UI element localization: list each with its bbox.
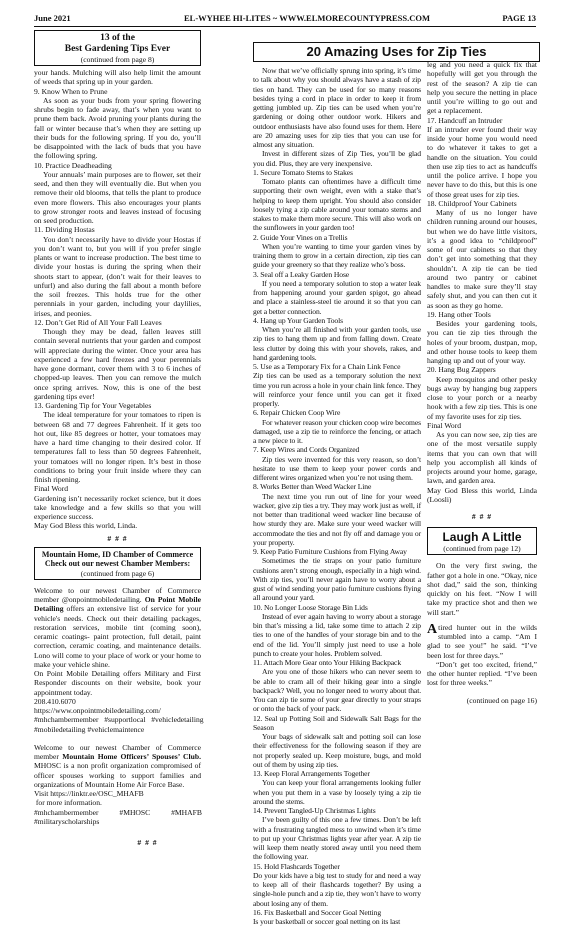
subheading: 3. Seal off a Leaky Garden Hose [253,269,350,279]
laugh-a-little-title: Laugh A Little [442,530,522,545]
banner-spacer [427,30,537,60]
hashtags: #militaryscholarships [34,816,100,826]
header-title: EL-WYHEE HI-LITES ~ WWW.ELMORECOUNTYPRESS.COM [184,13,431,23]
chamber-title-box [34,547,201,580]
paragraph: Zip ties can be used as a temporary solution the next time you run across a hole in your chain link fence. They will reinforce your fence until you can get it fixed properly. [253,371,421,408]
hashtags: #mobiledetailing #vehiclemaintence [34,724,145,734]
paragraph: Your bags of sidewalk salt and potting soil can lose their effectiveness for the following season if they are not properly sealed up. Keep moisture, bugs, and mold out of them by using zip ties. [253,732,421,769]
subheading: 8. Works Better than Weed Wacker Line [253,482,372,492]
laugh-a-little-box [427,527,537,555]
continued-footer: (continued on page 16) [466,695,537,705]
gardening-tips-title-line2: Best Gardening Tips Ever [64,44,171,54]
chamber-member-1-name: On Point Mobile Detailing [34,595,201,614]
subheading: 11. Attach More Gear onto Your Hiking Backpack [253,658,402,667]
subheading: 20. Hang Bug Zappers [427,365,496,375]
paragraph: Many of us no longer have children running around our houses, but when we do have little visitors, it’s a good idea to “childproof” some of our cabinets so that they don’t get into something that they shouldn’t. A zip tie can be tied around two pantry or cabinet handles to make sure they’ll stay safely shut, and you can then cut it as soon as they go home. [427,208,537,310]
subheading: 16. Fix Basketball and Soccer Goal Netting [253,907,382,917]
chamber-continued: (continued from page 6) [80,568,155,578]
paragraph: I’ve been guilty of this one a few times. Don’t be left with a frustrating tangled mess to unwind when it’s time to put up your Christmas lights year after year. A zip tie will keep them neatly stored away until you need them the following year. [253,815,421,862]
subheading: 17. Handcuff an Intruder [427,115,503,125]
gardening-tips-continued: (continued from page 8) [80,55,155,64]
subheading: 5. Use as a Temporary Fix for a Chain Link Fence [253,362,401,371]
subheading: 14. Prevent Tangled-Up Christmas Lights [253,806,376,815]
paragraph: Now that we’ve officially sprung into spring, it’s time to talk about why you should always have a stash of zip ties on hand. They can be used for so many reasons besides tying a cord in place in order to keep it from getting jumbled up. Zip ties can be used when you’re gardening or doing other outdoor work. Hikers and outdoor enthusiasts have also found uses for them. Here are 20 amazing uses for zip ties that you can use for almost any situation. [253,66,421,149]
laugh-a-little-continued: (continued from page 12) [443,544,521,554]
chamber-title-line2: Check out our newest Chamber Members: [44,559,191,569]
paragraph: On Point Mobile Detailing offers Military and First Responder discounts on their website, book your appointment today. [34,669,201,697]
chamber-title-line1: Mountain Home, ID Chamber of Commerce [41,549,194,559]
gardening-tips-title-box [34,30,201,66]
paragraph: The next time you run out of line for your weed wacker, give zip ties a try. They may work just as well, if not better than traditional weed wacker line because of how sturdy they are. Make sure your weed wacker will accommodate the ties and not fly off and damage you or your property. [253,491,421,547]
subheading: 6. Repair Chicken Coop Wire [253,408,341,418]
subheading: 12. Don’t Get Rid of All Your Fall Leaves [34,317,162,327]
paragraph: Besides your gardening tools, you can tie zip ties through the holes of your broom, dustpan, mop, and other house tools to keep them hanging up and out of your way. [427,319,537,365]
end-mark: # # # [471,512,493,521]
column-right [427,30,537,705]
end-mark: # # # [107,533,128,543]
subheading: 7. Keep Wires and Cords Organized [253,445,360,455]
paragraph: If an intruder ever found their way inside your home you would need to do whatever it takes to get a handle on the situation. You could then use zip ties to act as handcuffs until the police arrive. I hope you never have to do this, but this is one of those great uses for zip ties. [427,124,537,199]
gardening-tips-title-line1: 13 of the [100,33,135,43]
joke: A tired hunter out in the wilds stumbled into a camp. “Am I glad to see you!” he said. “I’ve been lost for three days.” [427,621,537,660]
paragraph: Zip ties were invented for this very reason, so don’t hesitate to use them to keep your power cords and different wires organized when you’re not using them. [253,454,421,482]
paragraph: Invest in different sizes of Zip Ties, you’ll be glad you did. Plus, they are very inexpensive. [253,149,421,168]
subheading: 9. Know When to Prune [34,86,108,96]
phone-number: 208.410.6070 [34,696,76,706]
paragraph: As you can now see, zip ties are one of the most versatile supply items that you can own that will help you accomplish all kinds of projects around your home, garage, lawn, and garden area. [427,430,537,486]
header-date: June 2021 [34,13,71,23]
subheading: 15. Hold Flashcards Together [253,861,340,871]
subheading: 10. Practice Deadheading [34,160,112,170]
subheading: 12. Seal up Potting Soil and Sidewalk Salt Bags for the Season [253,713,421,732]
paragraph: The ideal temperature for your tomatoes to ripen is between 68 and 77 degrees Fahrenheit. If it gets too hot out, like 85 degrees or hotter, your tomatoes may have a hard time changing to their desired color. If temperatures fall to less than 50 degrees Fahrenheit, your tomatoes will no longer ripen. It’s best in those conditions to bring your fruit inside where they can finish ripening. [34,410,201,484]
page-header [34,12,536,27]
subheading: 13. Keep Floral Arrangements Together [253,769,370,778]
subheading: 18. Childproof Your Cabinets [427,198,517,208]
paragraph: leg and you need a quick fix that hopefully will get you through the rest of the season? A zip tie can help you secure the netting in place until you’re willing to go out and get a replacement. [427,60,537,116]
paragraph: You don’t necessarily have to divide your Hostas if you don’t want to, but you will if you prefer single plants or want to increase production. The best time to divide your hostas is during the spring when their shoots start to appear, (don’t wait for their leaves to unfurl) and also during the fall about a month before the soil freezes. This holds true for the other perennials in your garden, including your daylilies, irises, and peonies. [34,234,201,318]
subheading: 4. Hang up Your Garden Tools [253,315,343,325]
paragraph: Tomato plants can oftentimes have a difficult time supporting their own weight, even with a stake that’s helping to keep them upright. You should also consider loosely tying a zip cable around your tomato stems and stakes to make them more secure. This will also work on the sunflowers in your garden too! [253,177,421,233]
subheading: 11. Dividing Hostas [34,225,95,235]
paragraph: Do your kids have a big test to study for and need a way to keep all of their flashcards together? By using a single-hole punch and a zip tie, they won’t have to worry about losing any of them. [253,870,421,908]
subheading: 1. Secure Tomato Stems to Stakes [253,167,353,177]
subheading: Final Word [427,420,462,430]
subheading: 9. Keep Patio Furniture Cushions from Flying Away [253,547,407,556]
subheading: 2. Guide Your Vines on a Trellis [253,232,348,242]
paragraph: When you’re wanting to time your garden vines by training them to grow in a certain direction, zip ties can guide your greenery so that they realize who’s boss. [253,241,421,270]
paragraph: Is your basketball or soccer goal netting on its last [253,917,401,926]
paragraph: When you’re all finished with your garden tools, use zip ties to hang them up and from falling down. Create less clutter by doing this with your shovels, rakes, and hand gardening tools. [253,325,421,362]
subheading: 13. Gardening Tip for Your Vegetables [34,401,152,410]
signoff: May God Bless this world, Linda (Loosli) [427,485,537,504]
signoff: May God Bless this world, Linda. [34,521,138,531]
paragraph: your hands. Mulching will also help limit the amount of weeds that spring up in your garden. [34,68,201,87]
paragraph: If you need a temporary solution to stop a water leak from happening around your garden spigot, go ahead and place a stainless-steel tie around it so that you can get a better connection. [253,278,421,316]
hashtags: #mhchambermember #supportlocal #vehicledetailing [34,715,204,725]
paragraph: Are you one of those hikers who can never seem to be able to cram all of their hiking gear into a single backpack? Well, you no longer need to worry about that. You can zip tie some of your gear directly to your straps or onto the back of your pack. [253,667,421,714]
website-link[interactable]: https://www.onpointmobiledetailing.com/ [34,706,161,715]
end-mark: # # # [137,838,158,847]
joke: “Don’t get too excited, friend,” the other hunter replied. “I’ve been lost for three weeks.” [427,659,537,688]
column-middle [253,66,421,926]
paragraph: Your annuals’ main purposes are to flower, set their seed, and then they will eventually die. But when you remove their old blooms, that tells the plant to produce even more flowers. This also encourages your plants to grow stronger roots and leaves instead of focusing on seed production. [34,169,201,225]
header-page-number: PAGE 13 [502,13,536,23]
joke: On the very first swing, the father got a hole in one. “Okay, nice shot dad,” said the son, thinking quickly on his feet. “Now I will take my practice shot and then we will start.” [427,561,537,617]
website-link[interactable]: Visit https://linktr.ee/OSC_MHAFB [34,789,144,798]
subheading: 19. Hang other Tools [427,309,491,319]
zip-ties-title-banner: 20 Amazing Uses for Zip Ties [253,42,540,62]
chamber-member-2-name: Mountain Home Officers’ Spouses’ Club. [62,752,201,761]
paragraph: You can keep your floral arrangements looking fuller when you put them in a vase by loosely tying a zip tie around the stems. [253,778,421,806]
paragraph: For whatever reason your chicken coop wire becomes damaged, use a zip tie to reinforce the fencing, or attach a new piece to it. [253,417,421,445]
drop-cap: A [427,621,438,637]
subheading: Final Word [34,484,69,494]
paragraph: Though they may be dead, fallen leaves still contain several nutrients that your garden and compost will appreciate during the winter. Once your area has experienced a few hard freezes and your perennials have gone dormant, cover them with 3 to 6 inches of chopped-up leaves. Then you can remove the mulch once spring arrives. Now, this is one of the best gardening tips ever! [34,327,201,401]
paragraph: Sometimes the tie straps on your patio furniture cushions aren’t strong enough, especially in a high wind. With zip ties, you’ll never again have to worry about a gust of wind sending your patio furniture cushions flying all around your yard. [253,556,421,603]
hashtags: #mhchambermember #MHOSC #MHAFB [34,807,202,817]
paragraph: Gardening isn’t necessarily rocket science, but it does take knowledge and a few skills so that you will experience success. [34,493,201,521]
paragraph: Instead of ever again having to worry about a storage bin that’s missing a lid, take some time to attach 2 zip ties to one of the handles of your storage bin and to the end of the lid. You’ll simply just need to use a hole punch to create your holes. Problem solved. [253,611,421,658]
chamber-member-1: Welcome to our newest Chamber of Commerce member @onpointmobiledetailing. On Point Mobile Detailing offers an extensive list of service for your vehicle's needs. Check out their detailing packages, restoration services, mobile tint (coming soon), ceramic coatings- paint protection, full detail, paint correction, ceramic coating, and maintenance details. Lono will come to your place of work or your home to make your vehicle shine. [34,585,201,669]
subheading: 10. No Longer Loose Storage Bin Lids [253,602,368,612]
chamber-member-2: Welcome to our newest Chamber of Commerce member Mountain Home Officers’ Spouses’ Club. MHOSC is a non profit organization compromised of officer spouses working to support families and organizations of Mountain Home Air Force Base. [34,742,201,789]
column-left [34,30,204,851]
paragraph: As soon as your buds from your spring flowering shrubs begin to fade away, that’s when you want to prune them back. Avoid pruning your plants during the fall or winter because that’s when they are setting up their buds for the following spring. If you do, you’ll be disappointed with the lack of buds that you have the following spring. [34,95,201,161]
paragraph: for more information. [34,798,102,808]
paragraph: Keep mosquitos and other pesky bugs away by hanging bug zappers close to your porch or a nearby hook with a few zip ties. This is one of my favorite uses for zip ties. [427,374,537,421]
